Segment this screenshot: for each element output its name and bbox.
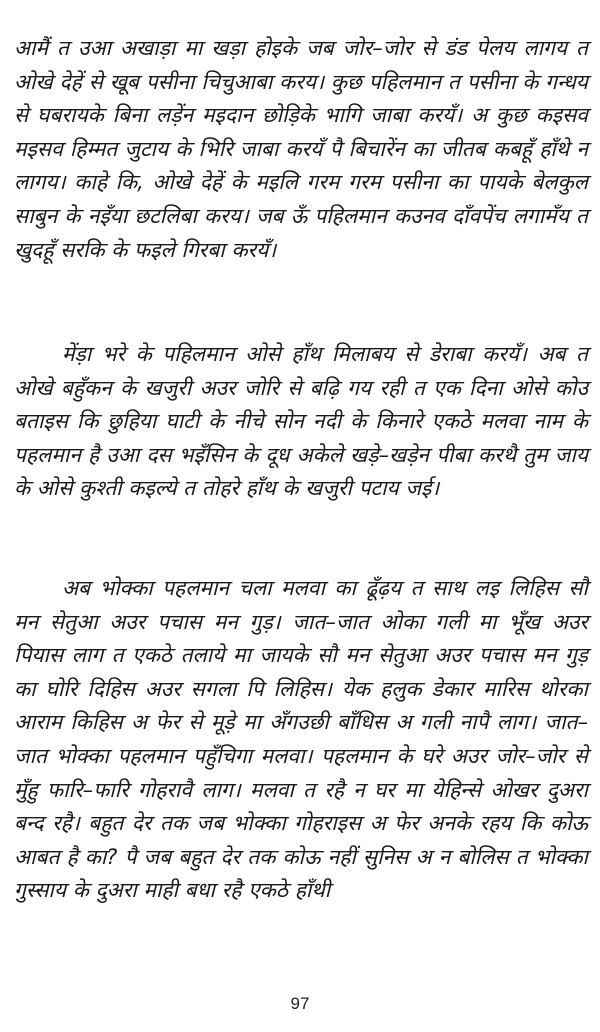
paragraph-3: अब भोक्का पहलमान चला मलवा का ढूँढ़य त साथ लइ लिहिस सौ मन सेतुआ अउर पचास मन गुड़। जात–जात ओका गली मा भूँख अउर पियास लाग त एकठे तलाये मा जायके सौ मन सेतुआ अउर पचास मन गुड़ का घोरि दिहिस अउर सगला पि लिहिस। येक हलुक डेकार मारिस थोरका आराम किहिस अ फेर से मूड़े मा अँगउछी बाँधिस अ गली नापै लाग। जात–जात भोक्का पहलमान पहुँचिगा मलवा। पहलमान के घरे अउर जोर–जोर से मुँहु फारि–फारि गोहरावै लाग। मलवा त रहै न घर मा येहिन्से ओखर दुअरा बन्द रहै। बहुत देर तक जब भोक्का गोहराइस अ फेर अनके रहय कि कोऊ आबत है का? पै जब बहुत देर तक कोऊ नहीं सुनिस अ न बोलिस त भोक्का गुस्साय के दुअरा माही बधा रहै एकठे हाँथी	[14, 576, 588, 903]
page-number: 97	[290, 994, 310, 1013]
paragraph-1: आमैं त उआ अखाड़ा मा खड़ा होइके जब जोर–जोर से डंड पेलय लागय त ओखे देहें से खूब पसीना चिचुआबा करय। कुछ पहिलमान त पसीना के गन्धय से घबरायके बिना लड़ेंन मइदान छोड़िके भागि जाबा करयँ। अ कुछ कइसव मइसव हिम्मत जुटाय के भिरि जाबा करयँ पै बिचारेंन का जीतब कबहूँ हाँथे न लागय। काहे कि, ओखे देहें के मइलि गरम गरम पसीना का पायके बेलकुल साबुन के नइँया छटलिबा करय। जब ऊँ पहिलमान कउनव दाँवपेंच लगामँय त खुदहूँ सरकि के फइले गिरबा करयँ।	[14, 36, 588, 262]
paragraph-2: मेंड़ा भरे के पहिलमान ओसे हाँथ मिलाबय से डेराबा करयँ। अब त ओखे बहुँकन के खजुरी अउर जोरि से बढ़ि गय रही त एक दिना ओसे कोउ बताइस कि छुहिया घाटी के नीचे सोन नदी के किनारे एकठे मलवा नाम के पहलमान है उआ दस भइँसिन के दूध अकेले खड़े–खड़ेन पीबा करथै तुम जाय के ओसे कुश्ती कइल्ये त तोहरे हाँथ के खजुरी पटाय जई।	[14, 342, 588, 501]
